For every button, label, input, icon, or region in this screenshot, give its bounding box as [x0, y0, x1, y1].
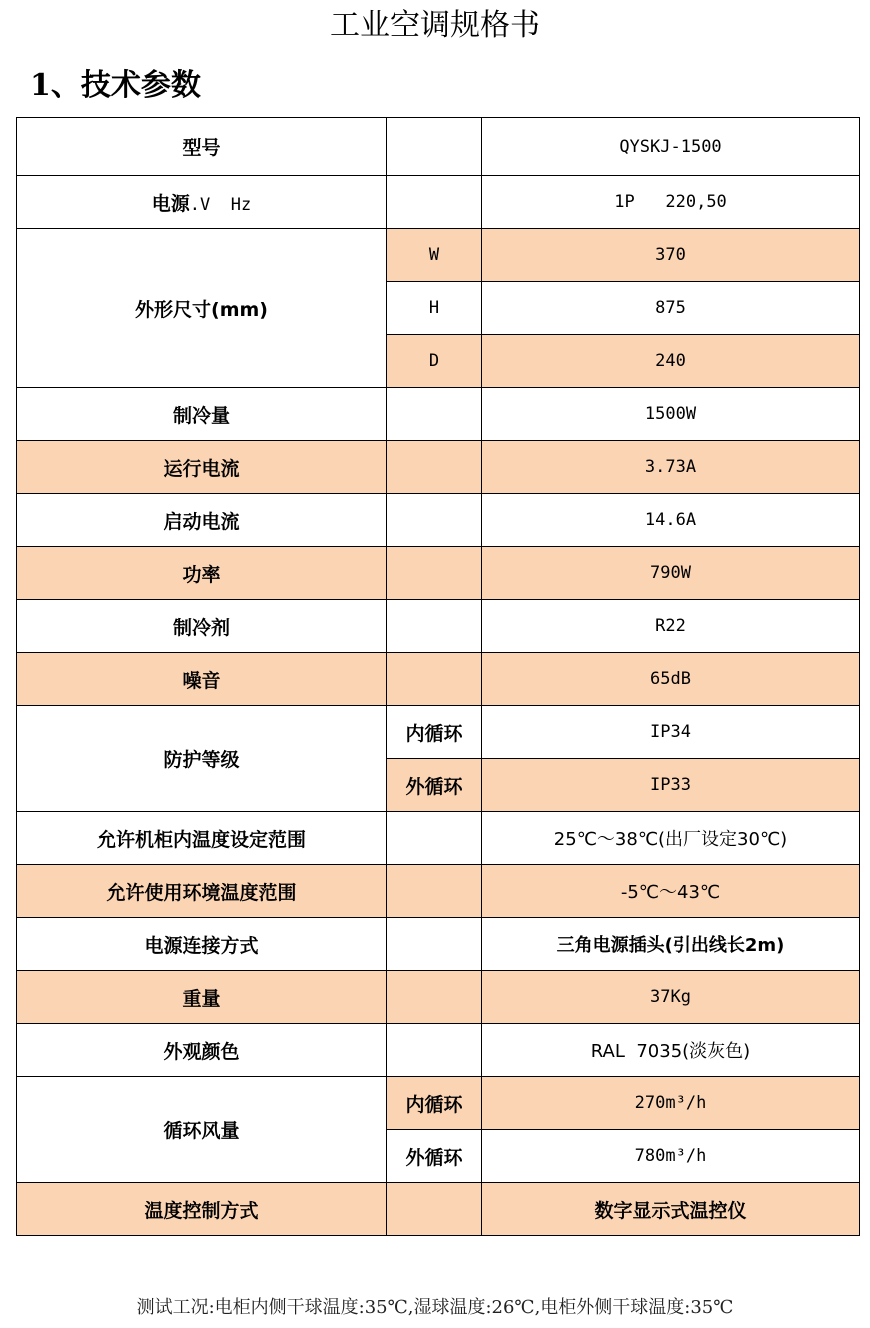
empty-cell	[387, 1183, 482, 1236]
sub-label-d: D	[387, 335, 482, 388]
sub-label-inner: 内循环	[387, 706, 482, 759]
sub-label-h: H	[387, 282, 482, 335]
row-label: 运行电流	[17, 441, 387, 494]
empty-cell	[387, 600, 482, 653]
row-value: 3.73A	[482, 441, 860, 494]
empty-cell	[387, 388, 482, 441]
row-label: 功率	[17, 547, 387, 600]
row-value: 65dB	[482, 653, 860, 706]
row-label: 外形尺寸(mm)	[17, 229, 387, 388]
empty-cell	[387, 494, 482, 547]
row-label: 重量	[17, 971, 387, 1024]
document-title: 工业空调规格书	[330, 8, 540, 43]
test-conditions-note: 测试工况:电柜内侧干球温度:35℃,湿球温度:26℃,电柜外侧干球温度:35℃	[136, 1297, 734, 1318]
row-value: 790W	[482, 547, 860, 600]
table-row-temp-control	[17, 1183, 860, 1236]
table-row-color	[17, 1024, 860, 1077]
table-row-connection	[17, 918, 860, 971]
row-label: 循环风量	[17, 1077, 387, 1183]
row-label: 防护等级	[17, 706, 387, 812]
table-row-refrigerant	[17, 600, 860, 653]
row-value-inner: 270m³/h	[482, 1077, 860, 1130]
table-row-power	[17, 547, 860, 600]
empty-cell	[387, 812, 482, 865]
row-value-h: 875	[482, 282, 860, 335]
row-value: 1500W	[482, 388, 860, 441]
table-row-power-supply	[17, 176, 860, 229]
row-label-bold: 电源	[151, 192, 190, 215]
empty-cell	[387, 918, 482, 971]
row-label: 启动电流	[17, 494, 387, 547]
row-value: -5℃～43℃	[482, 865, 860, 918]
row-value-inner: IP34	[482, 706, 860, 759]
row-value: 数字显示式温控仪	[482, 1183, 860, 1236]
row-label: 允许使用环境温度范围	[17, 865, 387, 918]
row-label-unit: .V Hz	[189, 194, 252, 215]
table-row-temp-set	[17, 812, 860, 865]
row-value-d: 240	[482, 335, 860, 388]
table-row-cooling	[17, 388, 860, 441]
table-row-ambient	[17, 865, 860, 918]
row-value-outer: 780m³/h	[482, 1130, 860, 1183]
empty-cell	[387, 1024, 482, 1077]
row-label: 型号	[17, 118, 387, 176]
table-row-model	[17, 118, 860, 176]
row-value-w: 370	[482, 229, 860, 282]
empty-cell	[387, 971, 482, 1024]
row-label: 噪音	[17, 653, 387, 706]
table-row-noise	[17, 653, 860, 706]
row-label: 允许机柜内温度设定范围	[17, 812, 387, 865]
empty-cell	[387, 118, 482, 176]
row-value-outer: IP33	[482, 759, 860, 812]
empty-cell	[387, 653, 482, 706]
spec-table	[16, 117, 860, 1236]
table-row-start-current	[17, 494, 860, 547]
sub-label-outer: 外循环	[387, 759, 482, 812]
row-value: RAL 7035(淡灰色)	[482, 1024, 860, 1077]
table-row-run-current	[17, 441, 860, 494]
empty-cell	[387, 176, 482, 229]
empty-cell	[387, 547, 482, 600]
row-label: 温度控制方式	[17, 1183, 387, 1236]
row-value: 14.6A	[482, 494, 860, 547]
row-value: R22	[482, 600, 860, 653]
sub-label-outer: 外循环	[387, 1130, 482, 1183]
row-label: 制冷剂	[17, 600, 387, 653]
row-value: 三角电源插头(引出线长2m)	[482, 918, 860, 971]
section-heading: 1、技术参数	[30, 68, 201, 103]
table-row-protection	[17, 706, 860, 759]
sub-label-inner: 内循环	[387, 1077, 482, 1130]
row-value: 37Kg	[482, 971, 860, 1024]
row-label: 外观颜色	[17, 1024, 387, 1077]
table-row-airflow	[17, 1077, 860, 1130]
empty-cell	[387, 865, 482, 918]
row-label	[17, 176, 387, 229]
row-value: 1P 220,50	[482, 176, 860, 229]
row-value: 25℃～38℃(出厂设定30℃)	[482, 812, 860, 865]
sub-label-w: W	[387, 229, 482, 282]
row-label: 电源连接方式	[17, 918, 387, 971]
empty-cell	[387, 441, 482, 494]
row-value: QYSKJ-1500	[482, 118, 860, 176]
table-row-dimensions	[17, 229, 860, 282]
table-row-weight	[17, 971, 860, 1024]
row-label: 制冷量	[17, 388, 387, 441]
